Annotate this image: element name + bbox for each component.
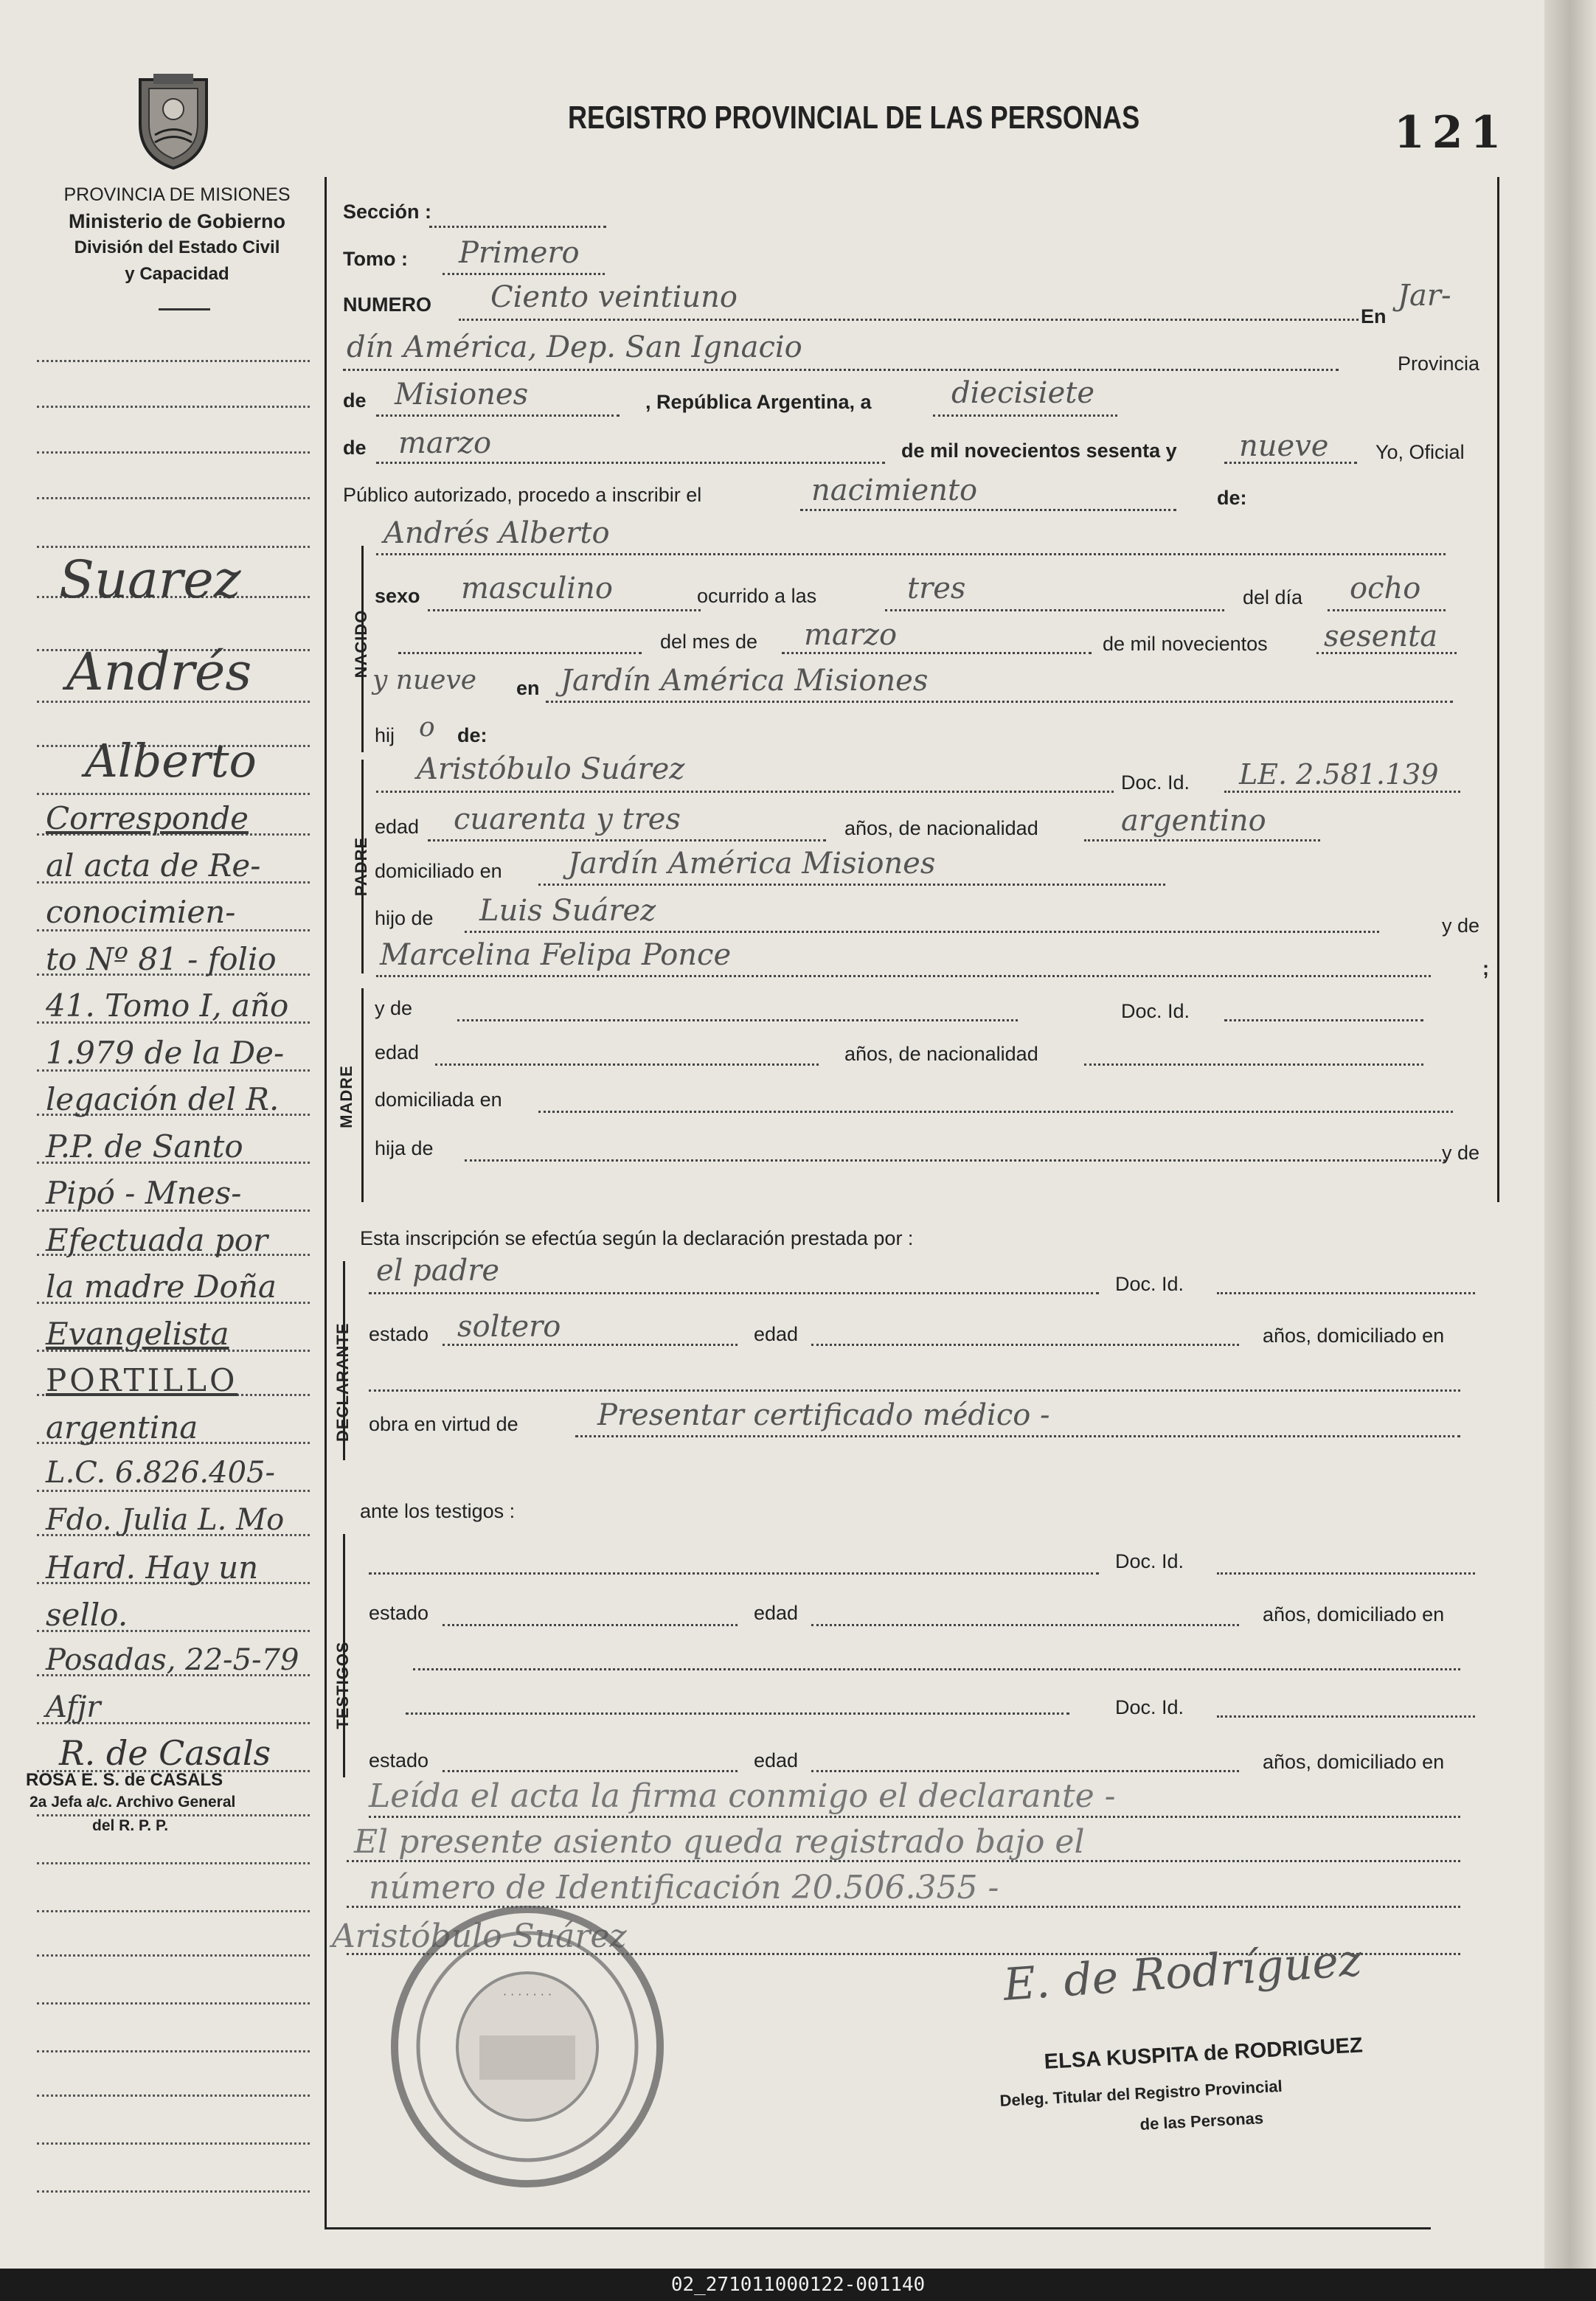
nacido-label: NACIDO (352, 609, 370, 678)
declarante-estado-label: estado (369, 1323, 429, 1345)
declarante-obra-value: Presentar certificado médico - (597, 1398, 1050, 1432)
closing-line-4: Aristóbulo Suárez (332, 1918, 627, 1955)
padre-domicilio-label: domiciliado en (375, 860, 502, 882)
closing-line-3: número de Identificación 20.506.355 - (369, 1869, 999, 1906)
hij-de-label: de: (457, 724, 488, 746)
madre-y-de2-label: y de (1442, 1142, 1480, 1164)
tomo-value: Primero (459, 236, 580, 270)
sexo-label: sexo (375, 585, 420, 607)
testigo2-edad-label: edad (754, 1749, 799, 1771)
declarante-anos-label: años, domiciliado en (1263, 1325, 1445, 1347)
nacido-place-value: Jardín América Misiones (561, 664, 929, 698)
year-label: de mil novecientos sesenta y (901, 440, 1177, 462)
margin-note (46, 800, 319, 1737)
de-label-2: de (343, 437, 367, 459)
madre-edad-label: edad (375, 1041, 420, 1063)
ocurrido-label: ocurrido a las (697, 585, 817, 607)
padre-anos-label: años, de nacionalidad (844, 817, 1038, 839)
margin-note-line: argentina (46, 1409, 198, 1446)
margin-note-line: to Nº 81 - folio (46, 940, 277, 977)
day-value: diecisiete (951, 376, 1095, 410)
frame-bottom-rule (325, 2227, 1431, 2229)
en-value: Jar- (1398, 279, 1451, 313)
closing-line-2: El presente asiento queda registrado bajo el (354, 1823, 1085, 1861)
margin-note-line: al acta de Re- (46, 847, 261, 884)
testigos-label: TESTIGOS (333, 1641, 352, 1729)
padre-label: PADRE (352, 836, 370, 897)
official-seal (384, 1903, 671, 2190)
padre-edad-label: edad (375, 816, 420, 838)
tomo-label: Tomo : (343, 248, 408, 270)
month-value: marzo (398, 426, 492, 460)
del-mes-label: del mes de (660, 631, 758, 653)
margin-note-line: legación del R. (46, 1081, 280, 1117)
nacido-year-value: sesenta (1324, 620, 1438, 653)
testigo1-doc-label: Doc. Id. (1115, 1550, 1184, 1572)
hij-label: hij (375, 724, 395, 746)
margin-name2: Alberto (85, 734, 257, 788)
madre-hija-label: hija de (375, 1137, 434, 1159)
margin-note-line: 41. Tomo I, año (46, 988, 289, 1024)
declarante-doc-label: Doc. Id. (1115, 1273, 1184, 1295)
official-signature: E. de Rodríguez (1002, 1934, 1364, 2011)
act-value: nacimiento (811, 473, 978, 507)
declarante-label: DECLARANTE (333, 1322, 352, 1442)
madre-y-de-label: y de (375, 997, 413, 1019)
image-caption: 02_271011000122-001140 (670, 2274, 926, 2296)
margin-stamp-name: ROSA E. S. de CASALS (26, 1770, 223, 1790)
official-name: ELSA KUSPITA de RODRIGUEZ (1044, 2033, 1364, 2074)
margin-note-line: Efectuada por (46, 1221, 268, 1258)
closing-line-1: Leída el acta la firma conmigo el declarante - (369, 1777, 1116, 1815)
padre-father-value: Luis Suárez (479, 894, 656, 928)
de-label: de (343, 389, 367, 412)
heading-rule (159, 308, 210, 310)
province-coat-of-arms (118, 65, 229, 176)
testigo1-anos-label: años, domiciliado en (1263, 1603, 1445, 1625)
ministry-heading: Ministerio de Gobierno (68, 210, 286, 232)
padre-domicilio-value: Jardín América Misiones (568, 847, 936, 881)
margin-note-line: sello. (46, 1596, 128, 1633)
testigo2-estado-label: estado (369, 1749, 429, 1771)
margin-note-line: Hard. Hay un (46, 1549, 259, 1586)
padre-hijo-label: hijo de (375, 907, 434, 929)
margin-note-line: Pipó - Mnes- (46, 1175, 242, 1211)
nacido-month-value: marzo (804, 618, 898, 652)
numero-value: Ciento veintiuno (490, 280, 738, 314)
margin-note-line: Evangelista (46, 1315, 229, 1352)
declarante-edad-label: edad (754, 1323, 799, 1345)
madre-label: MADRE (337, 1065, 355, 1128)
declarante-estado-value: soltero (457, 1310, 561, 1344)
hij-suffix: o (419, 712, 435, 743)
padre-mother-value: Marcelina Felipa Ponce (380, 938, 732, 972)
testigo1-estado-label: estado (369, 1602, 429, 1624)
margin-note-line: P.P. de Santo (46, 1128, 243, 1165)
margin-note-line: conocimien- (46, 894, 236, 930)
page-edge (1544, 0, 1596, 2269)
oficial-label: Yo, Oficial (1375, 441, 1465, 463)
padre-doc-value: LE. 2.581.139 (1239, 758, 1439, 791)
publico-label: Público autorizado, procedo a inscribir el (343, 484, 702, 506)
padre-doc-label: Doc. Id. (1121, 771, 1190, 794)
madre-doc-label: Doc. Id. (1121, 1000, 1190, 1022)
margin-note-line: Posadas, 22-5-79 (46, 1643, 299, 1677)
margin-stamp-role: 2a Jefa a/c. Archivo General (30, 1794, 236, 1811)
capacity-heading: y Capacidad (125, 264, 229, 284)
en-label: En (1361, 305, 1387, 327)
madre-anos-label: años, de nacionalidad (844, 1043, 1038, 1065)
document-title: REGISTRO PROVINCIAL DE LAS PERSONAS (568, 100, 1140, 136)
de-colon-label: de: (1217, 487, 1247, 509)
padre-name: Aristóbulo Suárez (417, 752, 685, 786)
margin-note-line: PORTILLO (46, 1362, 238, 1398)
madre-rule (361, 988, 364, 1202)
margin-note-line: la madre Doña (46, 1268, 277, 1305)
padre-semicolon: ; (1482, 957, 1489, 979)
provincia-label: Provincia (1398, 353, 1480, 375)
nacido-year-value-2: y nueve (372, 665, 477, 695)
page-number: 121 (1394, 107, 1509, 159)
testigos-ante-label: ante los testigos : (360, 1500, 516, 1522)
margin-name1: Andrés (66, 642, 252, 702)
numero-label: NUMERO (343, 294, 431, 316)
del-dia-label: del día (1243, 586, 1303, 608)
republica-label: , República Argentina, a (645, 391, 872, 413)
mil-label: de mil novecientos (1103, 633, 1268, 655)
margin-note-line: Afjr (46, 1690, 101, 1724)
nacido-day-value: ocho (1350, 572, 1421, 605)
margin-note-line: 1.979 de la De- (46, 1034, 285, 1071)
margin-stamp-org: del R. P. P. (92, 1817, 169, 1834)
sexo-value: masculino (461, 572, 613, 605)
margin-signature: R. de Casals (59, 1733, 271, 1773)
official-title-2: de las Personas (1139, 2109, 1264, 2134)
hour-value: tres (907, 572, 966, 605)
frame-right-rule (1497, 177, 1499, 1202)
margin-note-line: L.C. 6.826.405- (46, 1456, 275, 1490)
madre-domicilio-label: domiciliada en (375, 1089, 502, 1111)
nacido-en-label: en (516, 677, 540, 699)
province-value: Misiones (395, 378, 529, 412)
place-value: dín América, Dep. San Ignacio (347, 330, 802, 364)
declarante-name: el padre (376, 1254, 500, 1288)
padre-y-de-label: y de (1442, 914, 1480, 937)
declarante-intro: Esta inscripción se efectúa según la declaración prestada por : (360, 1227, 914, 1249)
division-heading: División del Estado Civil (74, 237, 280, 257)
margin-note-line: Fdo. Julia L. Mo (46, 1502, 285, 1537)
nacido-name: Andrés Alberto (384, 516, 610, 550)
year-value: nueve (1239, 429, 1329, 463)
testigo2-doc-label: Doc. Id. (1115, 1696, 1184, 1718)
province-heading: PROVINCIA DE MISIONES (63, 184, 291, 205)
margin-surname: Suarez (59, 549, 241, 610)
seccion-label: Sección : (343, 201, 432, 223)
margin-note-line: Corresponde (46, 800, 249, 836)
padre-edad-value: cuarenta y tres (454, 802, 681, 836)
testigo2-anos-label: años, domiciliado en (1263, 1751, 1445, 1773)
frame-left-rule (325, 177, 327, 2227)
testigo1-edad-label: edad (754, 1602, 799, 1624)
declarante-obra-label: obra en virtud de (369, 1413, 518, 1435)
svg-text:· · · · · · ·: · · · · · · · (502, 1988, 552, 2002)
padre-nacionalidad-value: argentino (1121, 804, 1266, 838)
official-title-1: Deleg. Titular del Registro Provincial (999, 2076, 1283, 2110)
